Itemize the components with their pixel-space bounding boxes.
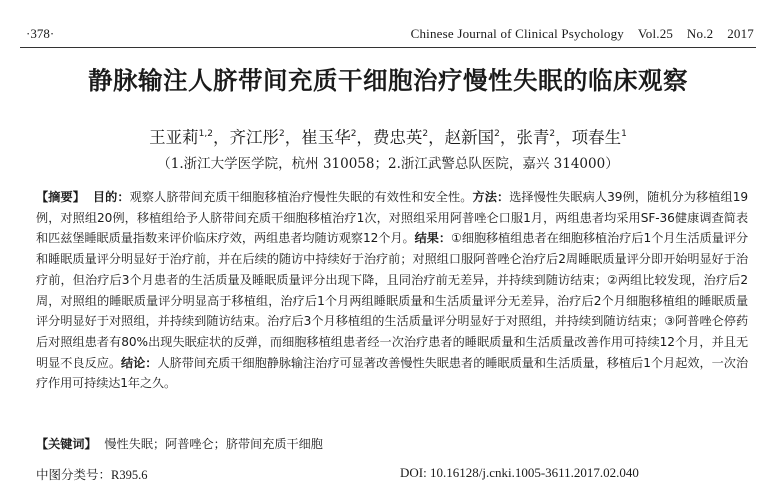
author: 赵新国$^2$， (444, 128, 517, 147)
conclusion-label: 结论： (121, 355, 158, 370)
page-header (0, 24, 776, 46)
clc-value: R395.6 (111, 468, 148, 482)
doi: DOI: 10.16128/j.cnki.1005-3611.2017.02.040 (400, 465, 639, 480)
objective-label: 目的： (92, 190, 130, 204)
journal-volume: Vol.25 (637, 26, 674, 41)
footer-row (36, 465, 748, 485)
journal-name: Chinese Journal of Clinical Psychology (410, 26, 625, 41)
results-text: ①细胞移植组患者在细胞移植治疗后1个月生活质量评分和睡眠质量评分明显好于治疗前，并在后续的随访中持续好于治疗前；对照组口服阿普唑仑治疗后2周睡眠质量评分即开始明显好于治疗前，但治疗后3个月患者的生活质量及睡眠质量评分出现下降，且同治疗前无差异，并持续到随访结束；②两组比较发现，治疗后2周，对照组的睡眠质量评分明显高于移植组，治疗后1个月两组睡眠质量和生活质量评分无差异，治疗后2个月细胞移植组的睡眠质量评分明显好于对照组，并持续到随访结束。治疗后3个月移植组的生活质量评分明显好于对照组，并持续到随访结束；③阿普唑仑停药后对照组患者有80%出现失眠症状的反弹，而细胞移植组患者经一次治疗患者的睡眠质量和生活质量改善作用可持续12个月，并且无明显不良反应。 (36, 231, 749, 370)
objective-text: 观察人脐带间充质干细胞移植治疗慢性失眠的有效性和安全性。 (129, 190, 473, 204)
page-number: ·378· (26, 26, 55, 41)
author: 崔玉华$^2$， (301, 128, 373, 147)
journal-info (411, 26, 754, 42)
paper-title: 静脉输注人脐带间充质干细胞治疗慢性失眠的临床观察 (88, 66, 688, 95)
clc-label: 中图分类号： (36, 467, 112, 482)
conclusion-text: 人脐带间充质干细胞静脉输注治疗可显著改善慢性失眠患者的睡眠质量和生活质量，移植后1个月起效，一次治疗作用可持续达1年之久。 (36, 355, 748, 391)
keywords-label: 【关键词】 (36, 437, 97, 451)
author: 张青$^2$， (516, 128, 572, 147)
journal-issue: No.2 (686, 26, 714, 41)
author: 费忠英$^2$， (372, 128, 445, 147)
abstract-label: 【摘要】 (36, 190, 85, 204)
author: 王亚莉$^{1,2}$， (149, 128, 230, 147)
methods-label: 方法： (472, 190, 510, 204)
results-label: 结果： (414, 231, 451, 246)
author-list (0, 124, 776, 148)
keywords-text: 慢性失眠；阿普唑仑；脐带间充质干细胞 (104, 437, 323, 451)
author: 齐江彤$^2$， (229, 128, 302, 147)
header-rule (20, 47, 756, 48)
author: 项春生$^1$ (571, 128, 627, 147)
clc-number (36, 465, 147, 483)
journal-year: 2017 (727, 26, 754, 41)
abstract (36, 187, 748, 394)
keywords (36, 435, 748, 452)
affiliations: （1.浙江大学医学院，杭州 310058；2.浙江武警总队医院，嘉兴 314000） (157, 156, 619, 172)
methods-text: 选择慢性失眠病人39例，随机分为移植组19例，对照组20例，移植组给予人脐带间充质干细胞移植治疗1次，对照组采用阿普唑仑口服1月，两组患者均采用SF-36健康调查简表和匹兹堡睡眠质量指数来评价临床疗效，两组患者均随访观察12个月。 (36, 190, 749, 246)
